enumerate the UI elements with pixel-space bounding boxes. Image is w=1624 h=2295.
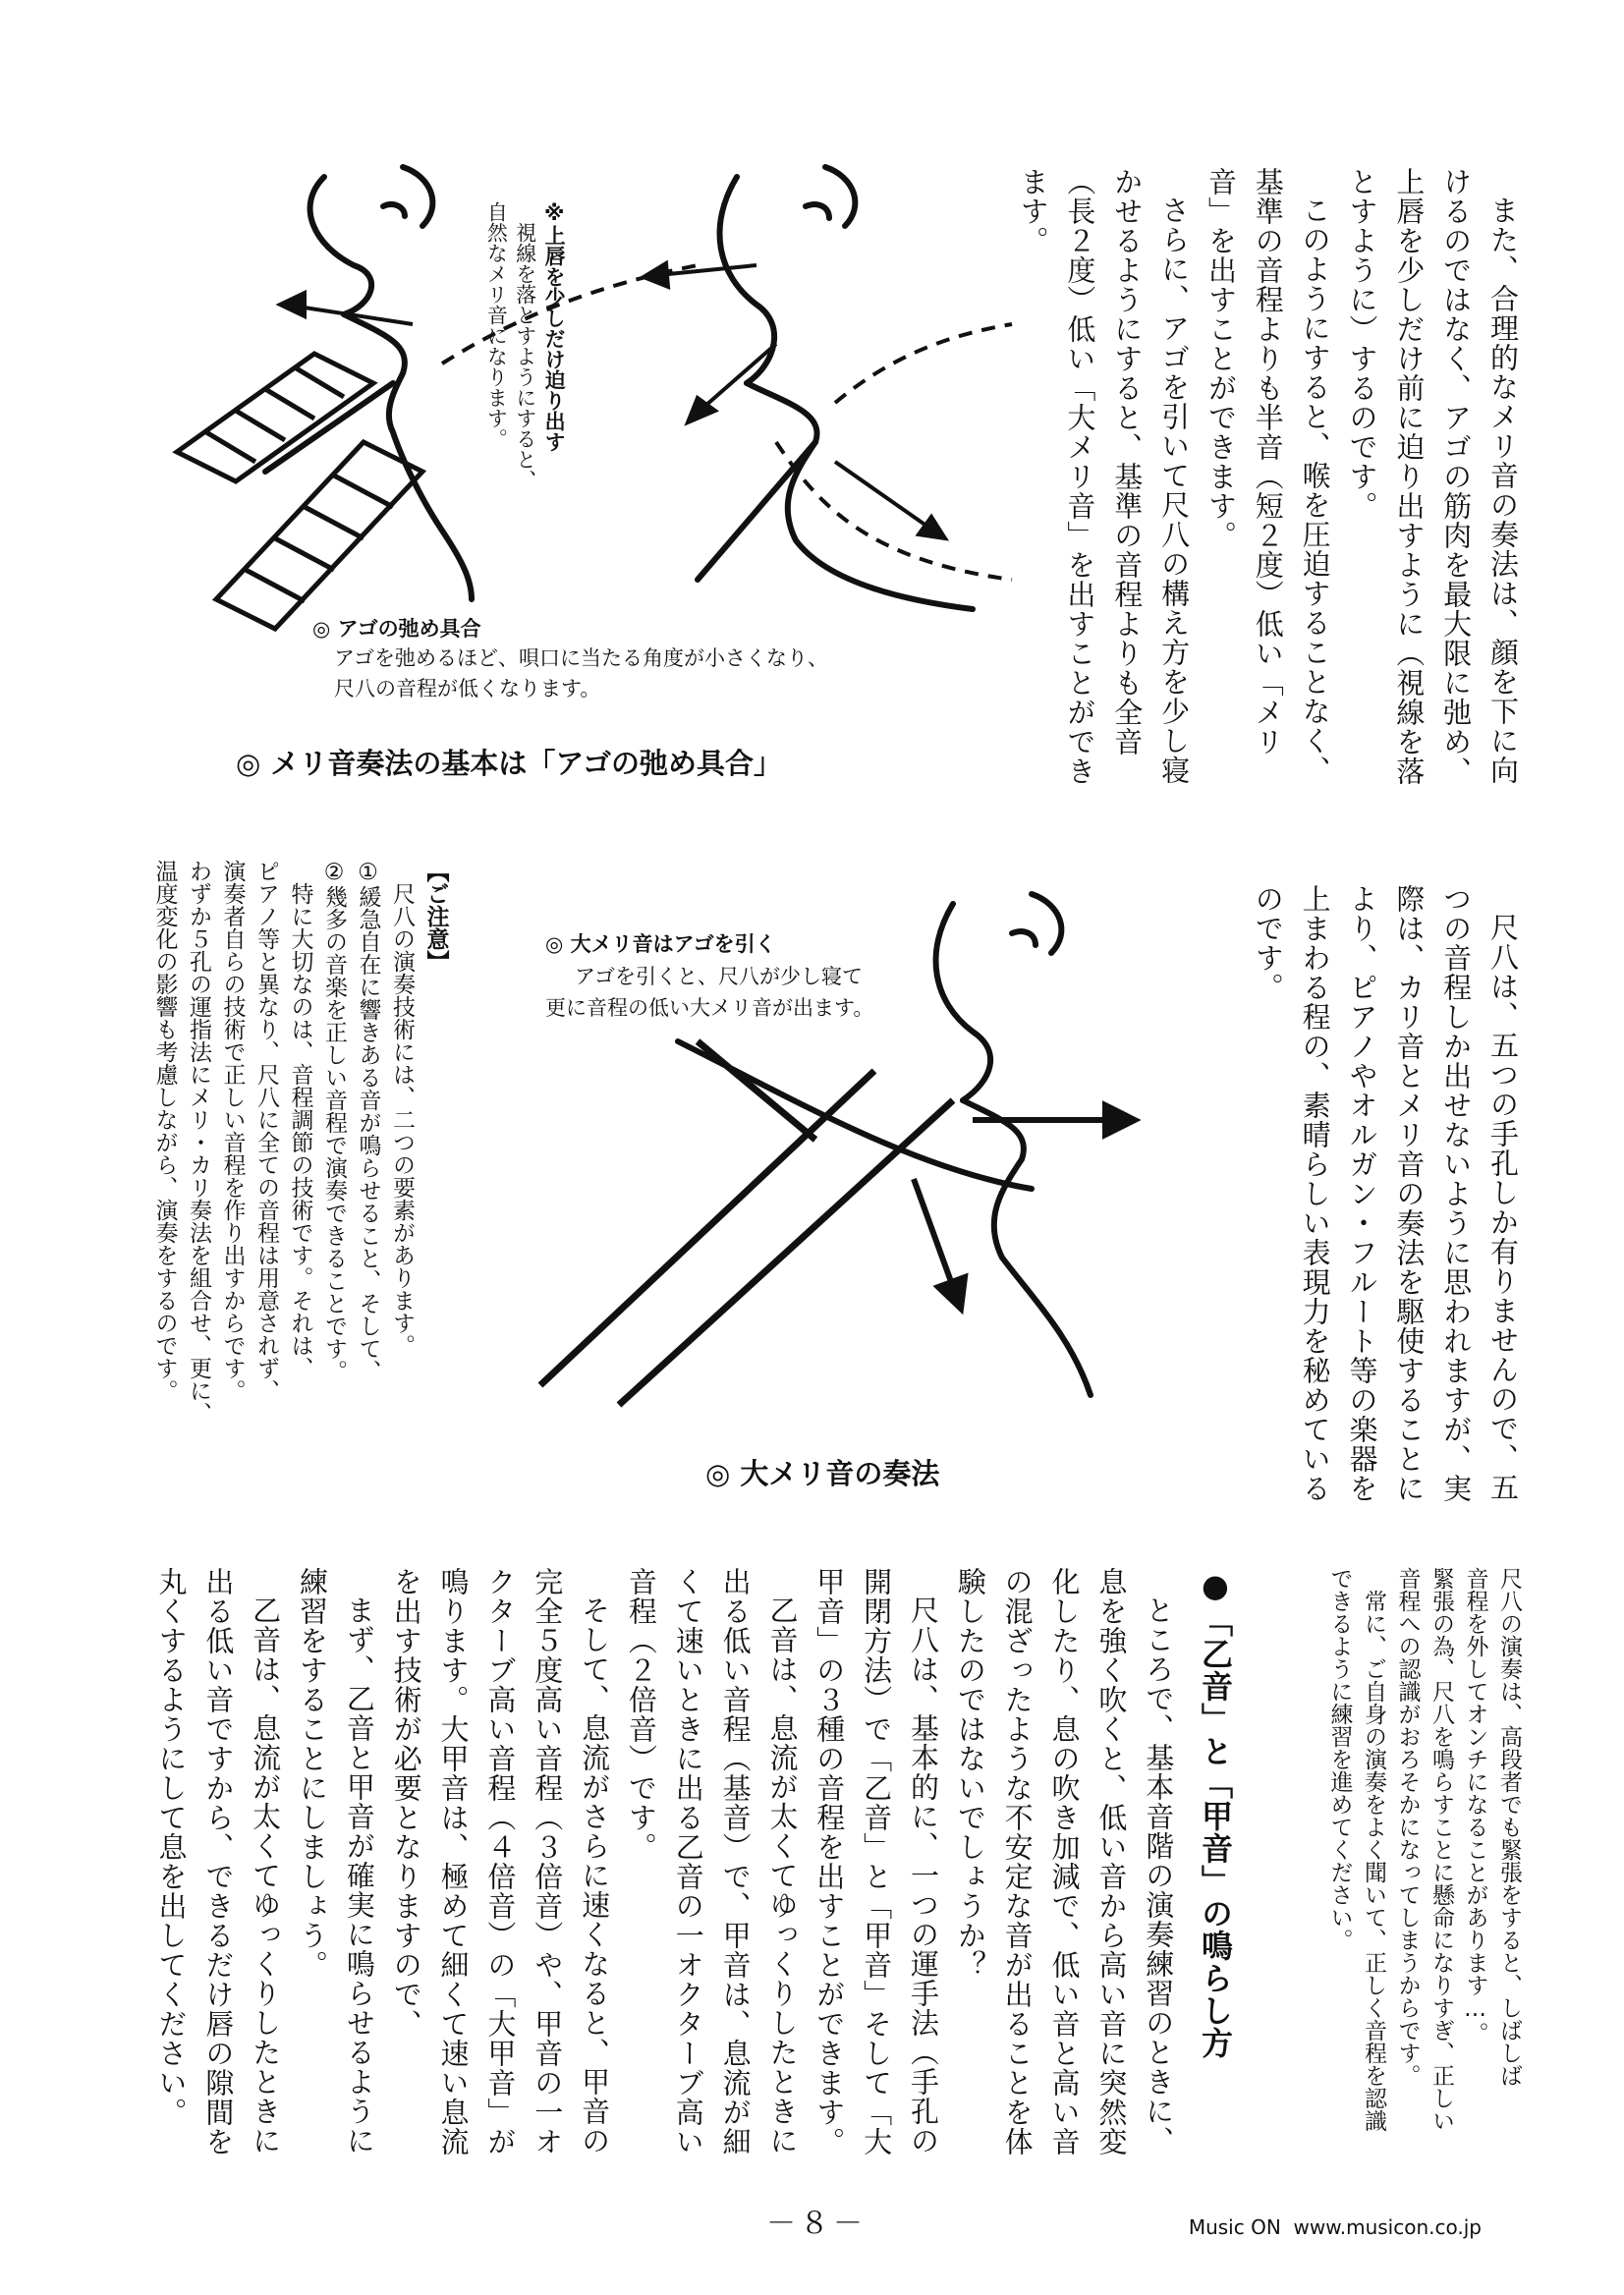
note-line: 尺八の演奏は、高段者でも緊張をすると、しばしば [1496,1567,1522,2087]
face-illustration-1 [147,147,1032,639]
note-line: 音程を外してオンチになることがあります…。 [1462,1567,1488,2044]
paragraph: さらに、アゴを引いて尺八の構え方を少し寝かせるようにすると、基準の音程よりも全音（長２度）低い「大メリ音」を出すことができます。 [1016,167,1192,786]
paragraph: 乙音は、息流が太くてゆっくりしたときに出る低い音程（基音）で、甲音は、息流が細くて速いときに出る乙音の一オクターブ高い音程（２倍音）です。 [624,1567,800,2156]
paragraph: そして、息流がさらに速くなると、甲音の完全５度高い音程（３倍音）や、甲音の一オクターブ高い音程（４倍音）の「大甲音」が鳴ります。大甲音は、極めて細くて速い息流を出す技術が必要となりますので、 [389,1567,612,2156]
page-number: －８－ [766,2207,867,2241]
section-otsu-kan [150,1567,1241,2176]
paragraph: 乙音は、息流が太くてゆっくりしたときに出る低い音ですから、できるだけ唇の隙間を丸くするようにして息を出してください。 [154,1567,283,2156]
label-line: 更に音程の低い大メリ音が出ます。 [545,996,874,1021]
paragraph: また、合理的なメリ音の奏法は、顔を下に向けるのではなく、アゴの筋肉を最大限に弛め、上唇を少しだけ前に迫り出すように（視線を落とすように）するのです。 [1345,167,1520,786]
site-credit: Music ON www.musicon.co.jp [1188,2215,1482,2239]
note-line: 緊張の為、尺八を鳴らすことに懸命になりすぎ、正しい [1428,1567,1454,2132]
label-title: ◎ 大メリ音はアゴを引く [545,932,776,956]
note-line: ※上唇を少しだけ迫り出す [542,201,567,452]
caution-line: 尺八の演奏技術には、二つの要素があります。 [389,882,415,1357]
section-meri-basics [976,167,1526,796]
figure1-caption: ◎ メリ音奏法の基本は「アゴの弛め具合」 [236,747,782,780]
paragraph: このようにすると、喉を圧迫することなく、基準の音程よりも半音（短２度）低い「メリ音」を出すことができます。 [1204,167,1332,785]
caution-line: ピアノ等と異なり、尺八に全ての音程は用意されず、 [253,860,279,1402]
note-line: 常に、ご自身の演奏をよく聞いて、正しく音程を認識 [1361,1590,1386,2132]
caution-line: 温度変化の影響も考慮しながら、演奏をするのです。 [151,860,178,1402]
label-line: アゴを引くと、尺八が少し寝て [575,964,863,988]
caution-line: 特に大切なのは、音程調節の技術です。それは、 [287,882,313,1379]
note-line: 自然なメリ音になります。 [484,201,509,449]
caution-line: ①緩急自在に響きある音が鳴らせること、そして、 [355,860,381,1382]
caution-title: 【ご注意】 [422,860,449,973]
section-heading: ●「乙音」と「甲音」の鳴らし方 [1197,1567,1234,2059]
paragraph: 尺八は、基本的に、一つの運手法（手孔の開閉方法）で「乙音」と「甲音」そして「大甲音」の３種の音程を出すことができます。 [812,1567,940,2156]
caution-line: わずか５孔の運指法にメリ・カリ奏法を組合せ、更に、 [186,860,211,1425]
note-line: 視線を落とすようにすると、 [513,222,537,490]
note-line: 音程への認識がおろそかになってしまうからです。 [1394,1567,1421,2087]
paragraph: 尺八は、五つの手孔しか有りませんので、五つの音程しか出せないように思われますが、実際は、カリ音とメリ音の奏法を駆使することにより、ピアノやオルガン・フルート等の楽器を上まわる程の、素晴らしい表現力を秘めているのです。 [1251,884,1520,1503]
caution-line: 演奏者自らの技術で正しい音程を作り出すからです。 [219,860,246,1402]
label-title: ◎ アゴの弛め具合 [312,617,481,641]
paragraph: ところで、基本音階の演奏練習のときに、息を強く吹くと、低い音から高い音に突然変化したり、息の吹き加減で、低い音と高い音の混ざったような不安定な音が出ることを体験したのではないでしょうか？ [953,1567,1176,2156]
note-line: できるように練習を進めてください。 [1326,1567,1353,1951]
section-expressiveness [1231,884,1526,1503]
caution-box [147,860,453,1469]
figure1-label [312,614,828,703]
figure2-caption: ◎ 大メリ音の奏法 [705,1457,940,1490]
label-line: 尺八の音程が低くなります。 [334,676,601,700]
paragraph: まず、乙音と甲音が確実に鳴らせるように練習をすることにしましょう。 [296,1567,376,2155]
figure1-note [481,201,568,496]
figure2-label [545,928,873,1025]
caution-line: ②幾多の音楽を正しい音程で演奏できることです。 [321,860,347,1382]
label-line: アゴを弛めるほど、唄口に当たる角度が小さくなり、 [334,646,828,671]
tension-note [1322,1567,1526,2156]
